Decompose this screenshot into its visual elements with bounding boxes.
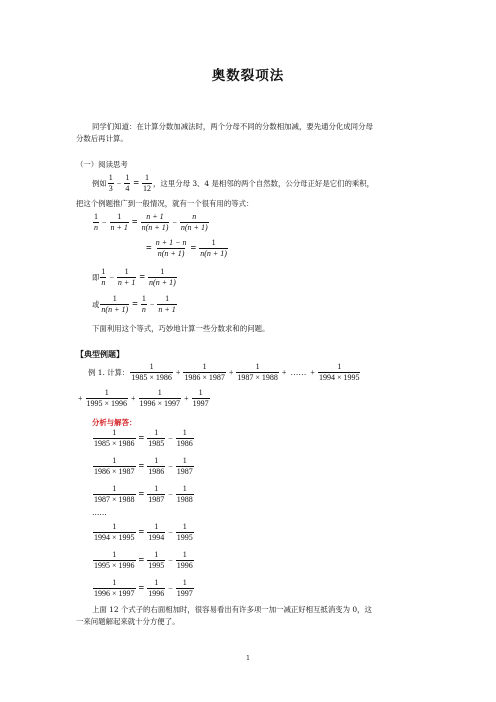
plus-sign: + [175,367,181,377]
fraction: $\frac{1}{n(n + 1)}$ [149,267,176,287]
fraction: $\frac{1}{1996}$ [176,550,193,570]
minus-sign: − [109,272,114,282]
use-line: 下面利用这个等式，巧妙地计算一些分数求和的问题。 [92,324,270,333]
plus-sign: + [228,367,234,377]
decomp-line [92,550,195,570]
fraction: $\frac{1}{1986 \times 1987}$ [94,456,135,476]
ji-label: 即 [92,272,100,282]
minus-sign: − [149,299,155,309]
equals-sign: = [138,554,145,566]
fraction: $\frac{1}{n(n + 1)}$ [101,294,129,314]
example1-label: 例 1. 计算： [88,367,130,377]
intro-line-1: 同学们知道：在计算分数加减法时，两个分母不同的分数相加减，要先通分化成同分母 [92,122,373,131]
minus-sign: − [168,527,173,537]
fraction: $\frac{1}{1995}$ [148,550,165,570]
plus-sign: + [78,393,83,403]
minus-sign: − [168,583,173,593]
fraction: $\frac{1}{1985 \times 1986}$ [94,428,135,448]
identity-ji [92,267,178,287]
example1-line-1 [88,362,361,382]
minus-sign: − [116,178,122,188]
page-title: 奥数裂项法 [211,68,285,84]
equals-sign: = [138,460,145,472]
fraction: $\frac{1}{4}$ [125,173,130,193]
example-text: ，这里分母 3、4 是相邻的两个自然数，公分母正好是它们的乘积， [153,178,375,188]
fraction: $\frac{1}{1987 \times 1988}$ [94,484,135,504]
example1-line-2 [76,388,211,408]
equals-sign: = [131,216,138,228]
generalize-line: 把这个例题推广到一般情况，就有一个很有用的等式： [76,199,254,208]
fraction: $\frac{1}{3}$ [108,173,113,193]
equals-sign: = [190,242,197,254]
conclusion-line-2: 一来问题解起来就十分方便了。 [76,617,180,626]
plus-sign: + [310,367,315,377]
decomp-line [92,522,195,542]
plus-sign: + [184,393,189,403]
identity-huo [92,294,178,314]
term-fraction: $\frac{1}{1994 \times 1995}$ [318,362,360,382]
equals-sign: = [138,488,145,500]
plus-sign: + [281,367,287,377]
section-heading-reading: （一）阅读思考 [76,160,128,169]
plus-sign: + [131,393,136,403]
term-fraction: $\frac{1}{1997}$ [192,388,209,408]
decomp-line [92,484,195,504]
example-prefix: 例如 [92,178,107,188]
section-heading-examples: 【典型例题】 [76,349,124,359]
equals-sign: = [138,432,145,444]
fraction: $\frac{n}{n(n + 1)}$ [180,212,208,232]
decomp-line [92,428,195,448]
fraction: $\frac{1}{1997}$ [176,578,193,598]
fraction: $\frac{1}{n + 1}$ [117,267,136,287]
fraction: $\frac{1}{n + 1}$ [158,294,176,314]
fraction: $\frac{1}{n}$ [141,294,146,314]
fraction: $\frac{1}{n}$ [94,212,98,232]
fraction: $\frac{1}{1995 \times 1996}$ [94,550,135,570]
minus-sign: − [168,489,173,499]
fraction: $\frac{1}{1988}$ [176,484,193,504]
equals-sign: = [139,271,146,283]
fraction: $\frac{1}{n}$ [101,267,106,287]
identity-line-2 [144,238,229,258]
equals-sign: = [146,242,152,254]
fraction: $\frac{1}{1986}$ [176,428,193,448]
huo-label: 或 [92,299,100,309]
fraction: $\frac{1}{1995}$ [176,522,193,542]
fraction: $\frac{1}{1985}$ [148,428,165,448]
fraction: $\frac{1}{1986}$ [148,456,165,476]
term-fraction: $\frac{1}{1996 \times 1997}$ [139,388,181,408]
equals-sign: = [133,177,140,189]
fraction: $\frac{1}{1987}$ [148,484,165,504]
fraction: $\frac{1}{1987}$ [176,456,193,476]
intro-line-2: 分数后再计算。 [76,134,128,143]
equals-sign: = [138,526,145,538]
term-fraction: $\frac{1}{1987 \times 1988}$ [237,362,278,382]
decomp-line [92,456,195,476]
page-number: 1 [246,655,250,662]
minus-sign: − [102,217,107,227]
identity-line-1 [92,212,210,232]
ellipsis: …… [290,367,307,377]
example-line [92,173,374,193]
conclusion-line-1: 上面 12 个式子的右面相加时，很容易看出有许多项一加一减正好相互抵消变为 0，这 [92,605,372,614]
minus-sign: − [168,461,173,471]
minus-sign: − [168,555,173,565]
fraction: $\frac{1}{12}$ [143,173,152,193]
minus-sign: − [168,433,173,443]
fraction: $\frac{n + 1 - n}{n(n + 1)}$ [155,238,187,258]
ellipsis-line: …… [92,508,107,517]
decomp-line [92,578,195,598]
equals-sign: = [138,582,145,594]
fraction: $\frac{n + 1}{n(n + 1)}$ [141,212,169,232]
fraction: $\frac{1}{1994}$ [148,522,165,542]
fraction: $\frac{1}{1996}$ [148,578,165,598]
fraction: $\frac{1}{1996 \times 1997}$ [94,578,135,598]
term-fraction: $\frac{1}{1985 \times 1986}$ [131,362,172,382]
fraction: $\frac{1}{n(n + 1)}$ [200,238,227,258]
term-fraction: $\frac{1}{1995 \times 1996}$ [86,388,128,408]
fraction: $\frac{1}{1994 \times 1995}$ [94,522,135,542]
minus-sign: − [172,217,177,227]
equals-sign: = [132,298,138,310]
term-fraction: $\frac{1}{1986 \times 1987}$ [184,362,225,382]
analysis-label: 分析与解答： [92,418,137,427]
fraction: $\frac{1}{n + 1}$ [110,212,128,232]
